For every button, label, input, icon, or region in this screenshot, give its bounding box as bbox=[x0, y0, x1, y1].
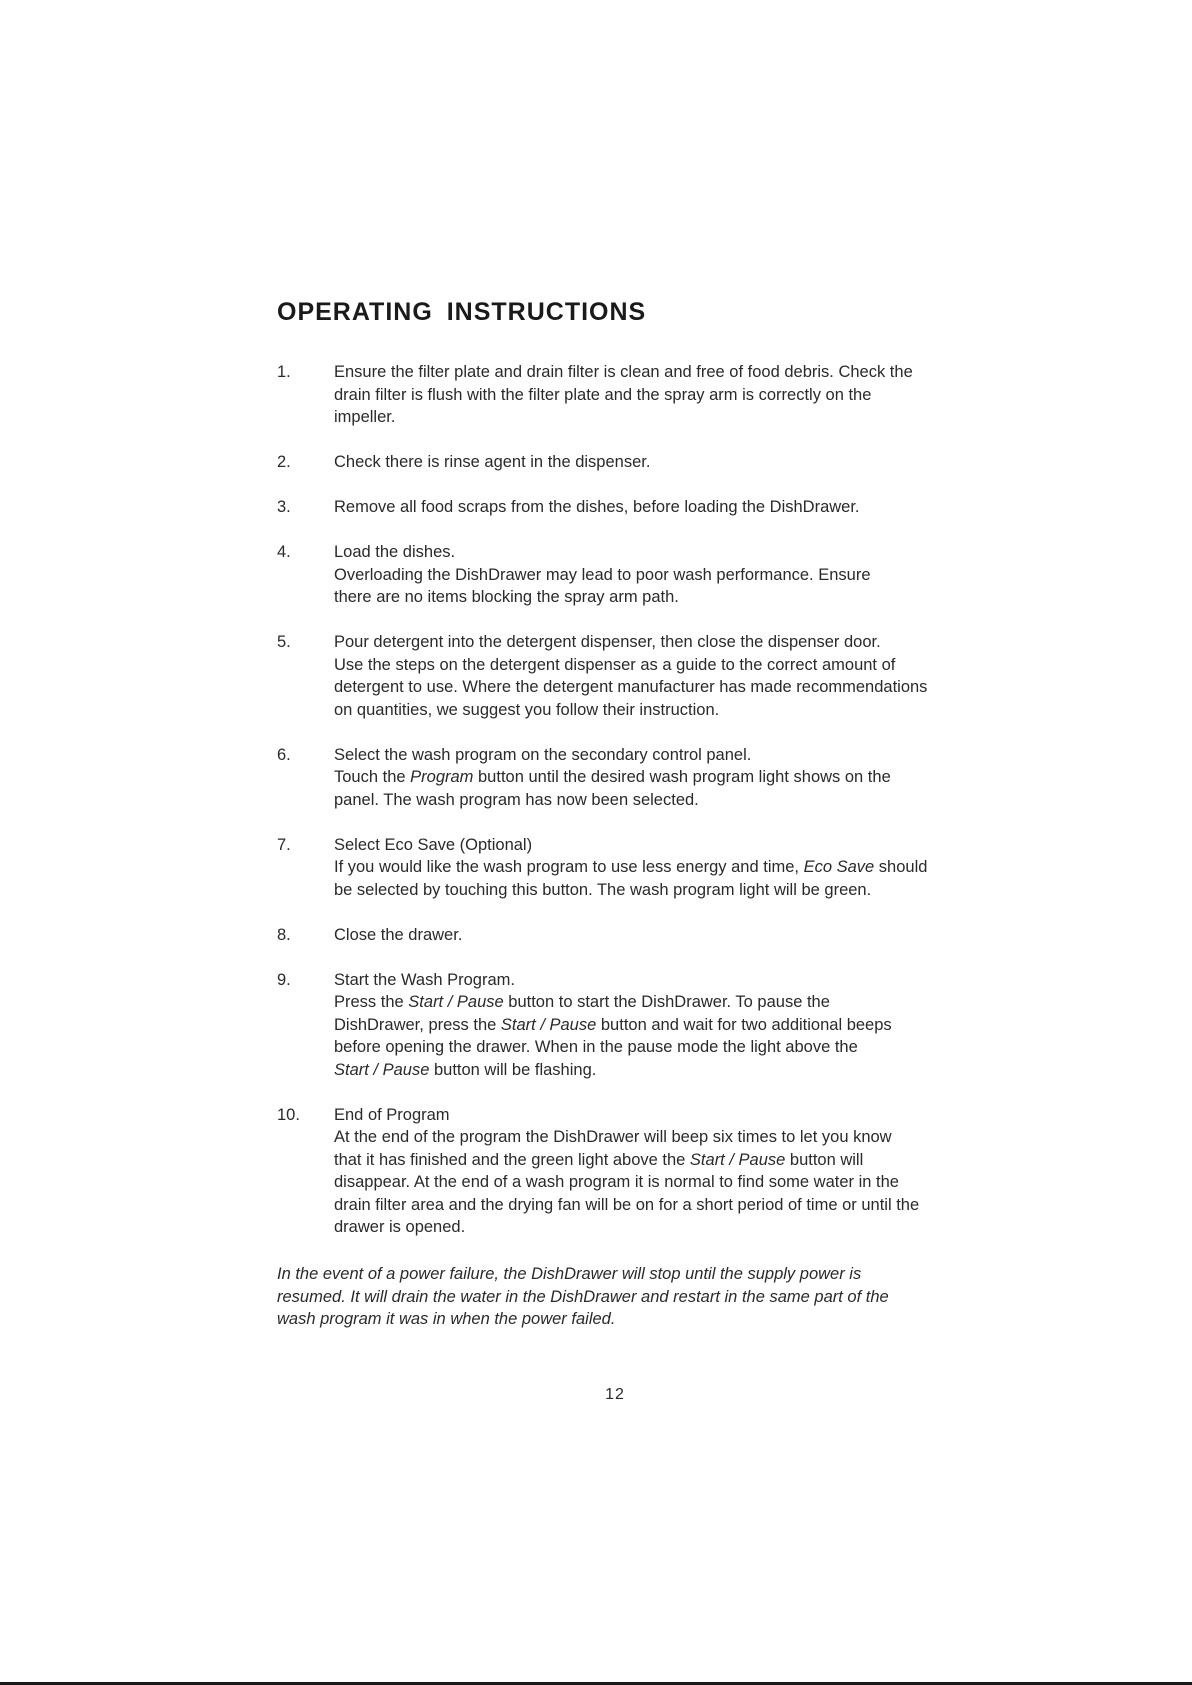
step-text-line bbox=[334, 1216, 957, 1239]
text-segment: disappear. At the end of a wash program it is normal to find some water in the bbox=[334, 1173, 899, 1191]
text-segment: Check there is rinse agent in the dispenser. bbox=[334, 453, 651, 471]
text-segment: End of Program bbox=[334, 1105, 450, 1124]
note-line: wash program it was in when the power failed. bbox=[277, 1310, 616, 1328]
instruction-step bbox=[277, 924, 957, 947]
step-text-line bbox=[334, 879, 957, 902]
text-segment: there are no items blocking the spray arm path. bbox=[334, 588, 679, 606]
step-text-line bbox=[334, 496, 957, 519]
text-segment: Select the wash program on the secondary control panel. bbox=[334, 745, 752, 764]
step-text-line bbox=[334, 361, 957, 384]
text-segment: Press the bbox=[334, 993, 409, 1011]
step-number: 7. bbox=[277, 835, 291, 854]
text-segment: drain filter area and the drying fan will be on for a short period of time or until the bbox=[334, 1195, 920, 1214]
text-segment: Ensure the filter plate and drain filter is clean and free of food debris. Check the bbox=[334, 363, 913, 381]
text-segment: panel. The wash program has now been selected. bbox=[334, 790, 699, 809]
emphasized-term: Program bbox=[410, 768, 474, 786]
instruction-list bbox=[277, 361, 957, 1261]
text-segment: Load the dishes. bbox=[334, 543, 456, 561]
page-number: 12 bbox=[605, 1386, 625, 1403]
text-segment: Touch the bbox=[334, 768, 411, 786]
instruction-step bbox=[277, 834, 957, 902]
note-line: In the event of a power failure, the DishDrawer will stop until the supply power is bbox=[277, 1265, 862, 1283]
step-text-line bbox=[334, 564, 957, 587]
text-segment: Remove all food scraps from the dishes, before loading the DishDrawer. bbox=[334, 498, 860, 516]
step-number: 3. bbox=[277, 498, 291, 516]
text-segment: Overloading the DishDrawer may lead to poor wash performance. Ensure bbox=[334, 565, 871, 584]
text-segment: that it has finished and the green light above the bbox=[334, 1150, 690, 1169]
emphasized-term: Start / Pause bbox=[408, 993, 504, 1011]
text-segment: drain filter is flush with the filter plate and the spray arm is correctly on the bbox=[334, 385, 872, 404]
text-segment: At the end of the program the DishDrawer will beep six times to let you know bbox=[334, 1128, 892, 1146]
step-text-line bbox=[334, 654, 957, 677]
text-segment: drawer is opened. bbox=[334, 1218, 466, 1236]
step-number: 8. bbox=[277, 925, 291, 944]
emphasized-term: Start / Pause bbox=[689, 1150, 786, 1169]
step-text-line bbox=[334, 834, 957, 857]
text-segment: button to start the DishDrawer. To pause the bbox=[503, 993, 830, 1011]
text-segment: button and wait for two additional beeps bbox=[596, 1015, 892, 1034]
step-text-line bbox=[334, 1036, 957, 1059]
step-text-line bbox=[334, 856, 957, 879]
instruction-step bbox=[277, 631, 957, 721]
step-text-line bbox=[334, 924, 957, 947]
step-text-line bbox=[334, 384, 957, 407]
emphasized-term: Start / Pause bbox=[500, 1015, 597, 1034]
step-text-line bbox=[334, 586, 957, 609]
text-segment: button until the desired wash program light shows on the bbox=[473, 768, 891, 786]
step-number: 6. bbox=[277, 745, 291, 764]
step-text-line bbox=[334, 1059, 957, 1082]
text-segment: button will bbox=[785, 1150, 864, 1169]
text-segment: If you would like the wash program to use less energy and time, bbox=[334, 858, 804, 876]
text-segment: Pour detergent into the detergent dispenser, then close the dispenser door. bbox=[334, 633, 881, 651]
text-segment: Select Eco Save (Optional) bbox=[334, 835, 533, 854]
text-segment: before opening the drawer. When in the pause mode the light above the bbox=[334, 1038, 858, 1056]
step-text-line bbox=[334, 766, 957, 789]
step-text-line bbox=[334, 1149, 957, 1172]
text-segment: Start the Wash Program. bbox=[334, 970, 515, 989]
emphasized-term: Eco Save bbox=[803, 858, 875, 876]
text-segment: be selected by touching this button. The wash program light will be green. bbox=[334, 880, 872, 899]
instruction-step bbox=[277, 541, 957, 609]
step-text-line bbox=[334, 541, 957, 564]
step-text-line bbox=[334, 789, 957, 812]
step-text-line bbox=[334, 406, 957, 429]
step-text-line bbox=[334, 1194, 957, 1217]
step-text-line bbox=[334, 991, 957, 1014]
step-text-line bbox=[334, 631, 957, 654]
step-text-line bbox=[334, 699, 957, 722]
step-text-line bbox=[334, 451, 957, 474]
step-text-line bbox=[334, 969, 957, 992]
text-segment: Close the drawer. bbox=[334, 925, 463, 944]
step-number: 2. bbox=[277, 453, 291, 471]
step-number: 1. bbox=[277, 363, 291, 381]
text-segment: should bbox=[874, 858, 928, 876]
step-text-line bbox=[334, 1014, 957, 1037]
instruction-step bbox=[277, 1104, 957, 1239]
instruction-step bbox=[277, 744, 957, 812]
step-text-line bbox=[334, 744, 957, 767]
text-segment: button will be flashing. bbox=[429, 1060, 597, 1079]
instruction-step bbox=[277, 969, 957, 1082]
step-text-line bbox=[334, 676, 957, 699]
step-number: 5. bbox=[277, 633, 291, 651]
step-text-line bbox=[334, 1126, 957, 1149]
text-segment: detergent to use. Where the detergent manufacturer has made recommendations bbox=[334, 678, 928, 696]
step-text-line bbox=[334, 1171, 957, 1194]
text-segment: Use the steps on the detergent dispenser as a guide to the correct amount of bbox=[334, 655, 896, 674]
step-text-line bbox=[334, 1104, 957, 1127]
page-title: OPERATING INSTRUCTIONS bbox=[277, 298, 647, 326]
instruction-step bbox=[277, 451, 957, 474]
power-failure-note bbox=[277, 1263, 967, 1331]
instruction-step bbox=[277, 496, 957, 519]
text-segment: DishDrawer, press the bbox=[334, 1015, 501, 1034]
text-segment: impeller. bbox=[334, 408, 396, 426]
step-number: 9. bbox=[277, 970, 291, 989]
text-segment: on quantities, we suggest you follow their instruction. bbox=[334, 700, 720, 719]
instruction-step bbox=[277, 361, 957, 429]
step-number: 4. bbox=[277, 543, 291, 561]
step-number: 10. bbox=[277, 1105, 300, 1124]
note-line: resumed. It will drain the water in the DishDrawer and restart in the same part of the bbox=[277, 1287, 889, 1306]
emphasized-term: Start / Pause bbox=[334, 1060, 430, 1079]
